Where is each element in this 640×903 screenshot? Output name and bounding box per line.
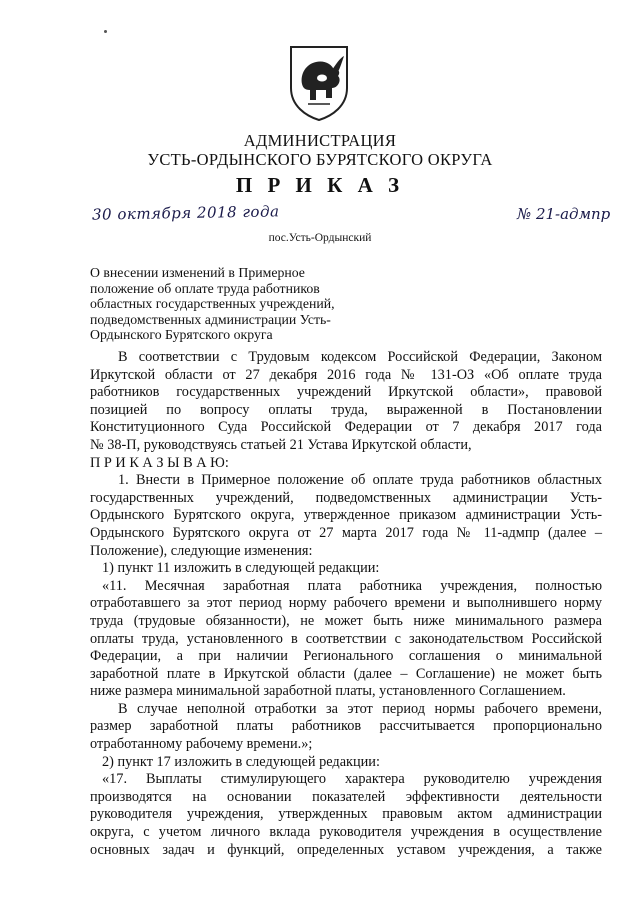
coat-of-arms-icon bbox=[288, 44, 350, 122]
body-line: № 38-П, руководствуясь статьей 21 Устава Иркутской области, bbox=[90, 436, 472, 453]
body-line: Ордынского Бурятского округа, утвержденное приказом администрации Усть- bbox=[90, 507, 602, 524]
order-verb: П Р И К А З Ы В А Ю: bbox=[90, 454, 229, 471]
subject-line: подведомственных администрации Усть- bbox=[90, 311, 331, 327]
org-name-line1: АДМИНИСТРАЦИЯ bbox=[243, 131, 397, 150]
body-line: Ордынского Бурятского округа от 27 марта 2017 года № 11-адмпр (далее – bbox=[90, 524, 602, 541]
body-line: производятся на основании показателей эффективности деятельности bbox=[90, 788, 602, 805]
subject-line: О внесении изменений в Примерное bbox=[90, 265, 305, 280]
body-line: 2) пункт 17 изложить в следующей редакции: bbox=[102, 753, 380, 770]
handwritten-number: № 21-адмпр bbox=[517, 205, 611, 223]
top-mark bbox=[104, 30, 107, 33]
ink-dot bbox=[104, 30, 107, 33]
subject-line: Ордынского Бурятского округа bbox=[90, 327, 273, 343]
body-line: государственных учреждений, подведомственных администрации Усть- bbox=[90, 489, 602, 506]
org-name-line2: УСТЬ-ОРДЫНСКОГО БУРЯТСКОГО ОКРУГА bbox=[147, 150, 493, 169]
body-line: «11. Месячная заработная плата работника учреждения, полностью bbox=[102, 577, 602, 594]
body-line: основных задач и функций, определенных уставом учреждения, а также bbox=[90, 841, 602, 858]
body-line: руководителя учреждения, утвержденных правовым актом администрации bbox=[90, 806, 602, 823]
body-line: Иркутской области от 27 декабря 2016 года № 131-ОЗ «Об оплате труда bbox=[90, 366, 602, 383]
body-line: округа, с учетом личного вклада руководителя учреждения в осуществление bbox=[90, 824, 602, 841]
body-line: В случае неполной отработки за этот период нормы рабочего времени, bbox=[118, 700, 602, 717]
body-line: «17. Выплаты стимулирующего характера руководителю учреждения bbox=[102, 771, 602, 788]
body-line: размер заработной платы работников рассчитывается пропорционально bbox=[90, 718, 602, 735]
place-of-issue: пос.Усть-Ордынский bbox=[268, 232, 372, 244]
body-line: ниже размера минимальной заработной платы, установленного Соглашением. bbox=[90, 683, 566, 700]
body-line: заработной плате в Иркутской области (далее – Соглашение) не может быть bbox=[90, 665, 602, 682]
body-line: отработавшего за этот период норму рабочего времени и выполнившего норму bbox=[90, 595, 602, 612]
doc-type-title: П Р И К А З bbox=[235, 173, 405, 197]
body-line: оплаты труда, установленного в соответствии с законодательством Российской bbox=[90, 630, 602, 647]
order-subject bbox=[90, 265, 362, 343]
body-line: позицией по вопросу оплаты труда, выраженной в Постановлении bbox=[90, 401, 602, 418]
body-line: 1. Внести в Примерное положение об оплате труда работников областных bbox=[118, 472, 602, 489]
body-line: Федерации, а при наличии Регионального соглашения о минимальной bbox=[90, 648, 602, 665]
subject-line: областных государственных учреждений, bbox=[90, 296, 335, 312]
body-line: отработанному рабочему времени.»; bbox=[90, 736, 313, 753]
body-line: 1) пункт 11 изложить в следующей редакции: bbox=[102, 560, 380, 577]
body-line: Положение), следующие изменения: bbox=[90, 542, 313, 559]
body-line: работников государственных учреждений Иркутской области», правовой bbox=[90, 384, 602, 401]
order-body bbox=[90, 349, 602, 859]
body-line: В соответствии с Трудовым кодексом Российской Федерации, Законом bbox=[118, 349, 602, 365]
body-line: Конституционного Суда Российской Федерации от 7 декабря 2017 года bbox=[90, 419, 602, 436]
subject-line: положение об оплате труда работников bbox=[90, 280, 320, 296]
body-line: труда (трудовые обязанности), не может быть ниже минимального размера bbox=[90, 612, 602, 629]
handwritten-date: 30 октября 2018 года bbox=[91, 202, 280, 224]
